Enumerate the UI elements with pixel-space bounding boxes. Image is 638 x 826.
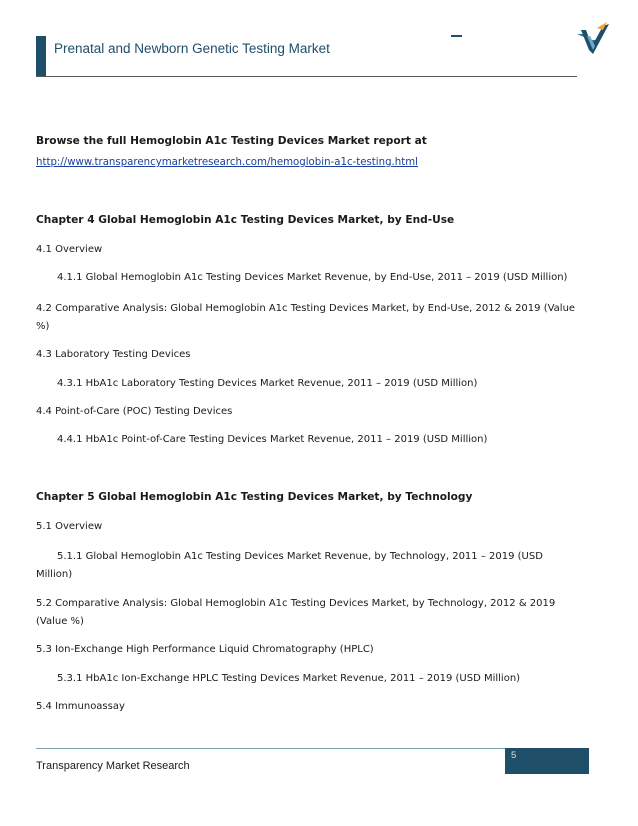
- toc-entry-continued: (Value %): [36, 616, 84, 627]
- toc-subentry: 4.4.1 HbA1c Point-of-Care Testing Devices Market Revenue, 2011 – 2019 (USD Million): [57, 434, 488, 445]
- toc-subentry-continued: Million): [36, 569, 73, 580]
- page-number: 5: [511, 750, 517, 761]
- toc-entry: 5.1 Overview: [36, 521, 103, 532]
- toc-subentry: 4.1.1 Global Hemoglobin A1c Testing Devices Market Revenue, by End-Use, 2011 – 2019 (USD Million): [57, 272, 568, 283]
- toc-entry: 4.1 Overview: [36, 244, 103, 255]
- toc-entry: 4.4 Point-of-Care (POC) Testing Devices: [36, 406, 233, 417]
- header-dash: [451, 35, 462, 37]
- toc-entry: 5.4 Immunoassay: [36, 701, 125, 712]
- footer-company: Transparency Market Research: [36, 760, 190, 772]
- toc-entry: 5.3 Ion-Exchange High Performance Liquid Chromatography (HPLC): [36, 644, 374, 655]
- page-number-box: [505, 748, 589, 774]
- toc-subentry: 5.1.1 Global Hemoglobin A1c Testing Devices Market Revenue, by Technology, 2011 – 2019 (USD: [57, 551, 543, 562]
- browse-heading: Browse the full Hemoglobin A1c Testing Devices Market report at: [36, 135, 427, 147]
- header-divider: [36, 76, 577, 77]
- header-accent-bar: [36, 36, 46, 76]
- toc-entry-continued: %): [36, 321, 50, 332]
- report-link[interactable]: http://www.transparencymarketresearch.com/hemoglobin-a1c-testing.html: [36, 157, 418, 168]
- header-title: Prenatal and Newborn Genetic Testing Market: [54, 41, 330, 56]
- chapter-5-title: Chapter 5 Global Hemoglobin A1c Testing Devices Market, by Technology: [36, 491, 473, 503]
- toc-subentry: 5.3.1 HbA1c Ion-Exchange HPLC Testing Devices Market Revenue, 2011 – 2019 (USD Million): [57, 673, 521, 684]
- tmr-checkmark-logo-icon: [573, 20, 613, 60]
- chapter-4-title: Chapter 4 Global Hemoglobin A1c Testing Devices Market, by End-Use: [36, 214, 455, 226]
- toc-entry: 4.2 Comparative Analysis: Global Hemoglobin A1c Testing Devices Market, by End-Use, 2012 & 2019 (Value: [36, 303, 576, 314]
- toc-entry: 5.2 Comparative Analysis: Global Hemoglobin A1c Testing Devices Market, by Technology, 2012 & 2019: [36, 598, 556, 609]
- toc-entry: 4.3 Laboratory Testing Devices: [36, 349, 191, 360]
- toc-subentry: 4.3.1 HbA1c Laboratory Testing Devices Market Revenue, 2011 – 2019 (USD Million): [57, 378, 478, 389]
